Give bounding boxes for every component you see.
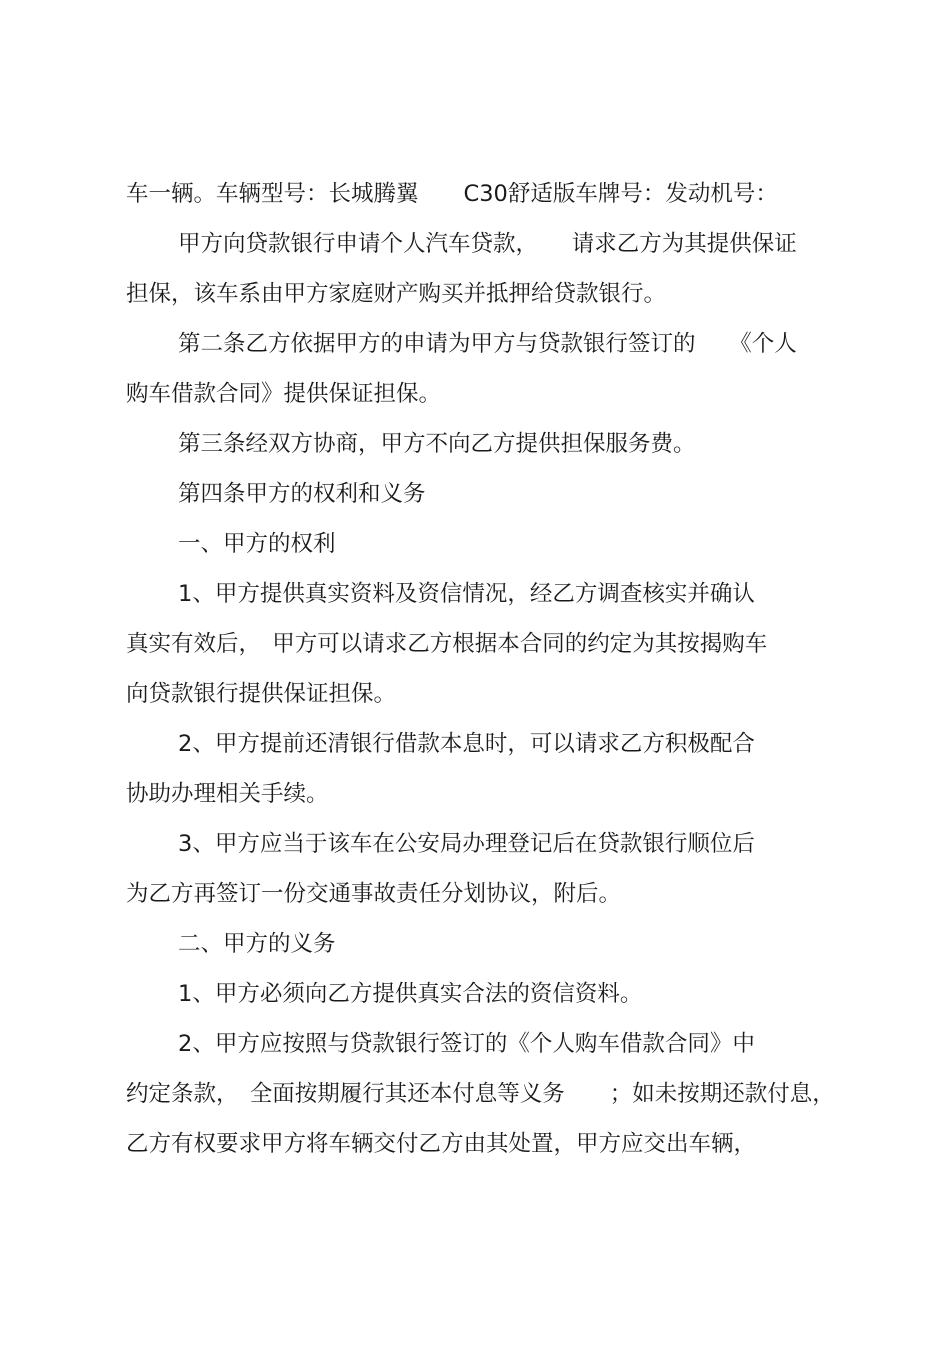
- text-line-2: 甲方向贷款银行申请个人汽车贷款， 请求乙方为其提供保证: [178, 231, 797, 257]
- text-line-15: 为乙方再签订一份交通事故责任分划协议，附后。: [126, 881, 622, 907]
- text-line-10: 真实有效后， 甲方可以请求乙方根据本合同的约定为其按揭购车: [126, 631, 768, 657]
- text-line-20: 乙方有权要求甲方将车辆交付乙方由其处置，甲方应交出车辆，: [126, 1131, 757, 1157]
- text-line-9: 1、甲方提供真实资料及资信情况，经乙方调查核实并确认: [178, 581, 755, 607]
- subsection-heading-rights: 一、甲方的权利: [178, 531, 336, 557]
- text-line-18: 2、甲方应按照与贷款银行签订的《个人购车借款合同》中: [178, 1031, 755, 1057]
- text-line-11: 向贷款银行提供保证担保。: [126, 681, 397, 707]
- text-line-6: 第三条经双方协商，甲方不向乙方提供担保服务费。: [178, 431, 696, 457]
- text-line-12: 2、甲方提前还清银行借款本息时，可以请求乙方积极配合: [178, 731, 755, 757]
- text-line-5: 购车借款合同》提供保证担保。: [126, 381, 442, 407]
- text-line-13: 协助办理相关手续。: [126, 781, 329, 807]
- subsection-heading-obligations: 二、甲方的义务: [178, 931, 336, 957]
- text-line-1: 车一辆。车辆型号：长城腾翼 C30舒适版车牌号：发动机号：: [126, 181, 778, 207]
- text-line-14: 3、甲方应当于该车在公安局办理登记后在贷款银行顺位后: [178, 831, 755, 857]
- text-line-17: 1、甲方必须向乙方提供真实合法的资信资料。: [178, 981, 643, 1007]
- section-heading-article-4: 第四条甲方的权利和义务: [178, 481, 426, 507]
- text-line-19: 约定条款， 全面按期履行其还本付息等义务 ；如未按期还款付息，: [126, 1081, 835, 1107]
- text-line-4: 第二条乙方依据甲方的申请为甲方与贷款银行签订的 《个人: [178, 331, 797, 357]
- text-line-3: 担保，该车系由甲方家庭财产购买并抵押给贷款银行。: [126, 281, 667, 307]
